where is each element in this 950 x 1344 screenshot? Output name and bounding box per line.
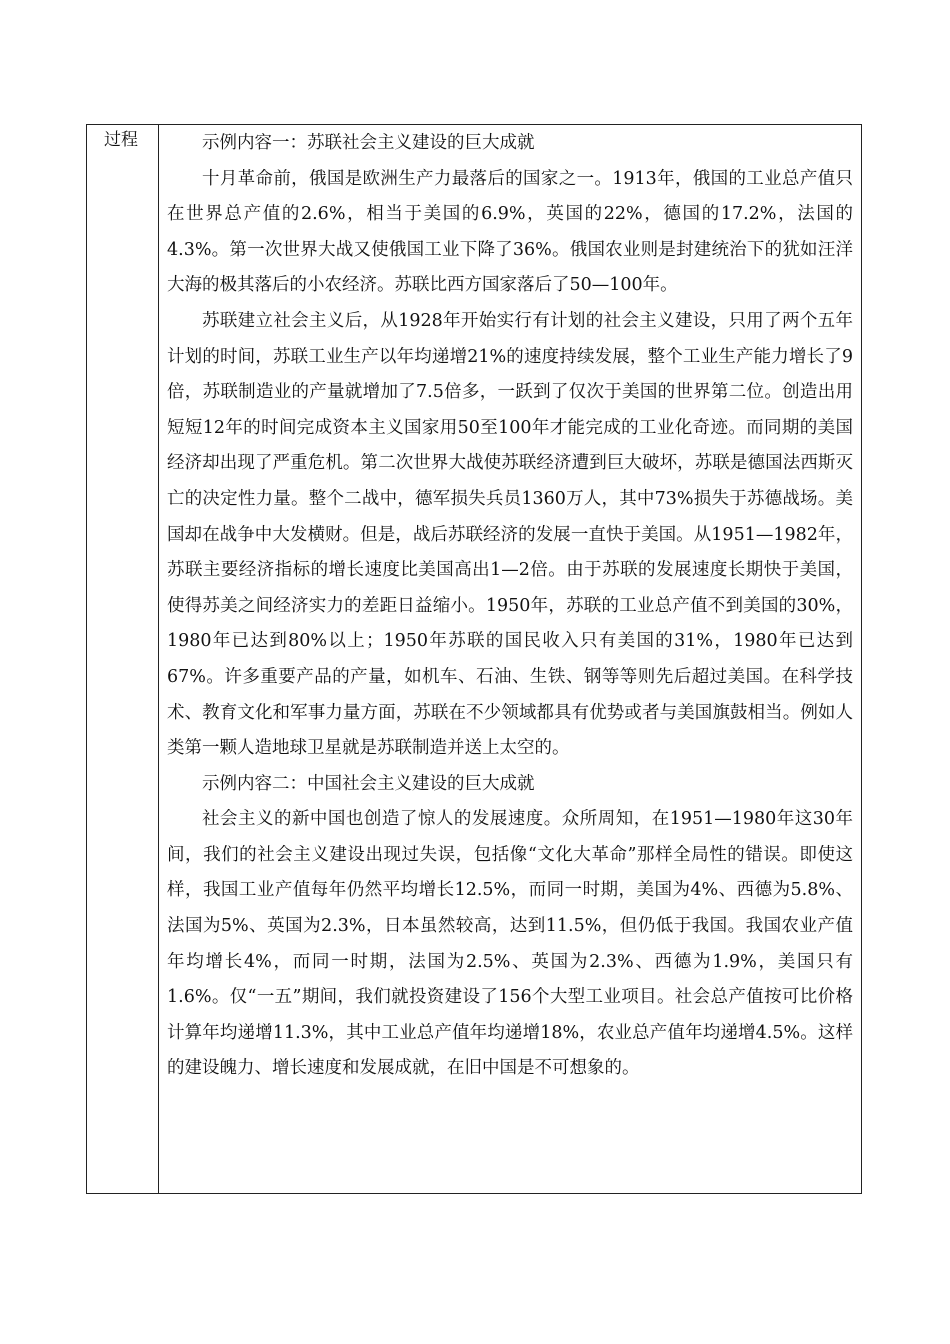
row-label-cell — [87, 125, 159, 1193]
section2-heading: 示例内容二：中国社会主义建设的巨大成就 — [202, 773, 535, 794]
row-label: 过程 — [104, 130, 138, 150]
section2-paragraph-1: 社会主义的新中国也创造了惊人的发展速度。众所周知，在1951—1980年这30年间，我们的社会主义建设出现过失误，包括像“文化大革命”那样全局性的错误。即使这样，我国工业产值每年仍然平均增长12.5%，而同一时期，美国为4%、西德为5.8%、法国为5%、英国为2.3%，日本虽然较高，达到11.5%，但仍低于我国。我国农业产值年均增长4%，而同一时期，法国为2.5%、英国为2.3%、西德为1.9%，美国只有1.6%。仅“一五”期间，我们就投资建设了156个大型工业项目。社会总产值按可比价格计算年均递增11.3%，其中工业总产值年均递增18%，农业总产值年均递增4.5%。这样的建设魄力、增长速度和发展成就，在旧中国是不可想象的。 — [167, 809, 853, 1079]
section1-heading: 示例内容一：苏联社会主义建设的巨大成就 — [202, 133, 535, 153]
lesson-table — [86, 124, 862, 1194]
section1-paragraph-2: 苏联建立社会主义后，从1928年开始实行有计划的社会主义建设，只用了两个五年计划的时间，苏联工业生产以年均递增21%的速度持续发展，整个工业生产能力增长了9倍，苏联制造业的产量就增加了7.5倍多，一跃到了仅次于美国的世界第二位。创造出用短短12年的时间完成资本主义国家用50至100年才能完成的工业化奇迹。而同期的美国经济却出现了严重危机。第二次世界大战使苏联经济遭到巨大破坏，苏联是德国法西斯灭亡的决定性力量。整个二战中，德军损失兵员1360万人，其中73%损失于苏德战场。美国却在战争中大发横财。但是，战后苏联经济的发展一直快于美国。从1951—1982年，苏联主要经济指标的增长速度比美国高出1—2倍。由于苏联的发展速度长期快于美国，使得苏美之间经济实力的差距日益缩小。1950年，苏联的工业总产值不到美国的30%，1980年已达到80%以上；1950年苏联的国民收入只有美国的31%，1980年已达到67%。许多重要产品的产量，如机车、石油、生铁、钢等等则先后超过美国。在科学技术、教育文化和军事力量方面，苏联在不少领域都具有优势或者与美国旗鼓相当。例如人类第一颗人造地球卫星就是苏联制造并送上太空的。 — [167, 310, 853, 759]
content-cell — [159, 125, 861, 1193]
section1-paragraph-1: 十月革命前，俄国是欧洲生产力最落后的国家之一。1913年，俄国的工业总产值只在世界总产值的2.6%，相当于美国的6.9%，英国的22%，德国的17.2%，法国的4.3%。第一次世界大战又使俄国工业下降了36%。俄国农业则是封建统治下的犹如汪洋大海的极其落后的小农经济。苏联比西方国家落后了50—100年。 — [167, 168, 853, 296]
